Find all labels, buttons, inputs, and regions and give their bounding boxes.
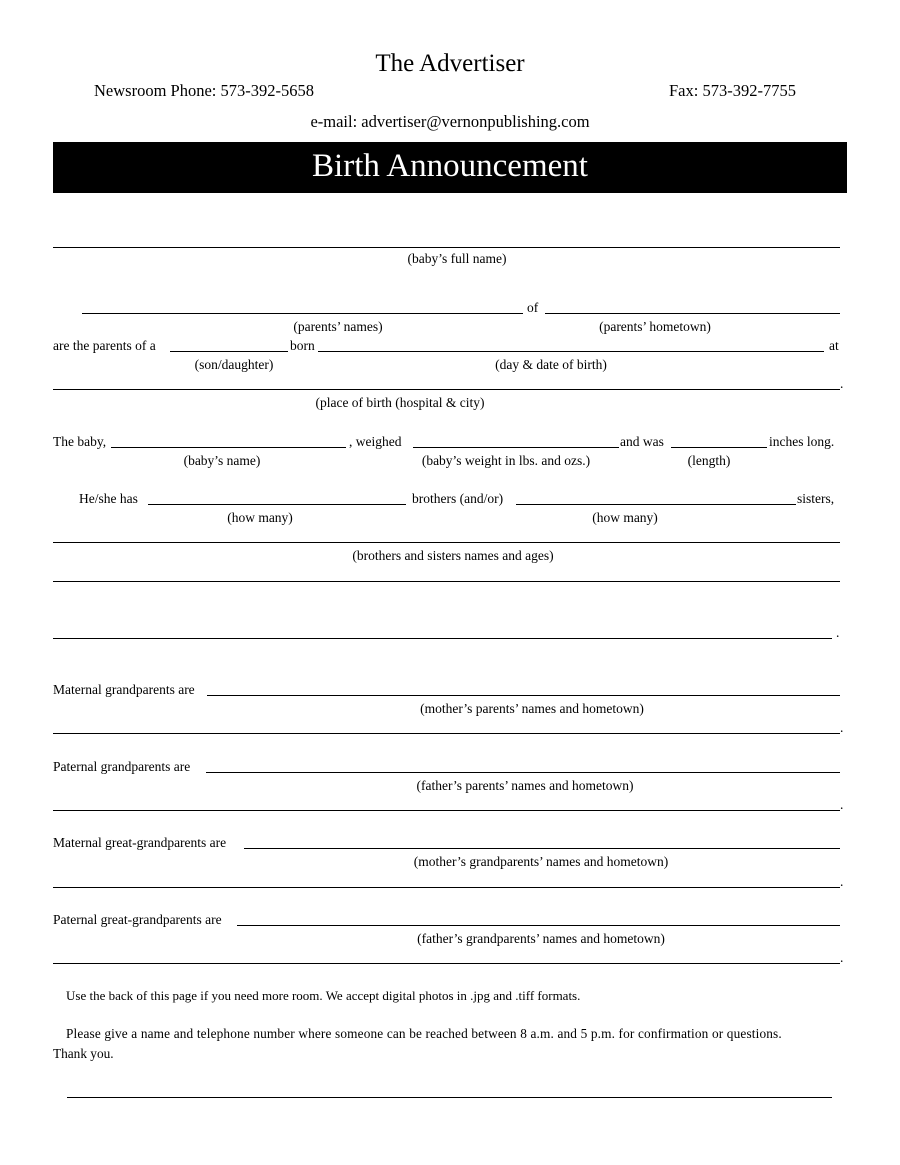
at-label: at	[829, 338, 839, 353]
parents-hometown-field[interactable]	[545, 313, 840, 314]
babys-full-name-field[interactable]	[53, 247, 840, 248]
born-label: born	[290, 338, 315, 353]
weight-field[interactable]	[413, 447, 619, 448]
maternal-grandparents-field-2[interactable]	[53, 733, 840, 734]
maternal-great-grandparents-field[interactable]	[244, 848, 840, 849]
publication-title: The Advertiser	[375, 50, 525, 77]
thank-you-note: Thank you.	[53, 1046, 114, 1061]
paternal-grandparents-caption: (father’s parents’ names and hometown)	[416, 778, 634, 793]
period: .	[840, 797, 844, 812]
brothers-label: brothers (and/or)	[412, 491, 504, 506]
parents-names-caption: (parents’ names)	[293, 319, 383, 334]
date-of-birth-field[interactable]	[318, 351, 824, 352]
period: .	[840, 874, 844, 889]
period: .	[840, 376, 844, 391]
maternal-great-grandparents-field-2[interactable]	[53, 887, 840, 888]
paternal-great-grandparents-field[interactable]	[237, 925, 840, 926]
period: .	[840, 720, 844, 735]
email-address: e-mail: advertiser@vernonpublishing.com	[310, 112, 590, 131]
contact-request-note: Please give a name and telephone number where someone can be reached between 8 a.m. and 5 p.m. for confirmation or questions.	[66, 1026, 782, 1041]
parents-names-field[interactable]	[82, 313, 523, 314]
sisters-label: sisters,	[797, 491, 835, 506]
son-daughter-caption: (son/daughter)	[194, 357, 274, 372]
siblings-names-field-3[interactable]	[53, 638, 832, 639]
form-title-banner: Birth Announcement	[53, 142, 847, 193]
weighed-label: , weighed	[349, 434, 402, 449]
maternal-grandparents-label: Maternal grandparents are	[53, 682, 195, 697]
maternal-grandparents-field[interactable]	[207, 695, 840, 696]
paternal-grandparents-label: Paternal grandparents are	[53, 759, 191, 774]
paternal-grandparents-field-2[interactable]	[53, 810, 840, 811]
siblings-caption: (brothers and sisters names and ages)	[352, 548, 554, 563]
maternal-great-grandparents-label: Maternal great-grandparents are	[53, 835, 227, 850]
babys-name-caption: (baby’s name)	[183, 453, 261, 468]
son-daughter-field[interactable]	[170, 351, 288, 352]
he-she-has-label: He/she has	[79, 491, 138, 506]
maternal-grandparents-caption: (mother’s parents’ names and hometown)	[420, 701, 644, 716]
place-of-birth-field[interactable]	[53, 389, 840, 390]
the-baby-label: The baby,	[53, 434, 107, 449]
length-field[interactable]	[671, 447, 767, 448]
babys-name-field[interactable]	[111, 447, 346, 448]
and-was-label: and was	[620, 434, 664, 449]
sisters-how-many-caption: (how many)	[592, 510, 658, 525]
place-of-birth-caption: (place of birth (hospital & city)	[315, 395, 485, 410]
siblings-names-field-1[interactable]	[53, 542, 840, 543]
period: .	[840, 950, 844, 965]
maternal-great-grandparents-caption: (mother’s grandparents’ names and hometown)	[413, 854, 669, 869]
length-caption: (length)	[687, 453, 731, 468]
siblings-names-field-2[interactable]	[53, 581, 840, 582]
parents-hometown-caption: (parents’ hometown)	[599, 319, 711, 334]
are-parents-label: are the parents of a	[53, 338, 156, 353]
newsroom-phone: Newsroom Phone: 573-392-5658	[94, 81, 314, 100]
paternal-grandparents-field[interactable]	[206, 772, 840, 773]
babys-full-name-caption: (baby’s full name)	[407, 251, 507, 266]
instructions-note: Use the back of this page if you need more room. We accept digital photos in .jpg and .tiff formats.	[66, 988, 581, 1003]
paternal-great-grandparents-label: Paternal great-grandparents are	[53, 912, 222, 927]
of-label: of	[527, 300, 539, 315]
paternal-great-grandparents-caption: (father’s grandparents’ names and hometown)	[417, 931, 665, 946]
inches-long-label: inches long.	[769, 434, 835, 449]
date-of-birth-caption: (day & date of birth)	[495, 357, 607, 372]
paternal-great-grandparents-field-2[interactable]	[53, 963, 840, 964]
fax-number: Fax: 573-392-7755	[669, 81, 796, 100]
brothers-count-field[interactable]	[148, 504, 406, 505]
sisters-count-field[interactable]	[516, 504, 796, 505]
brothers-how-many-caption: (how many)	[227, 510, 293, 525]
contact-name-phone-field[interactable]	[67, 1097, 832, 1098]
period: .	[836, 625, 840, 640]
weight-caption: (baby’s weight in lbs. and ozs.)	[421, 453, 591, 468]
